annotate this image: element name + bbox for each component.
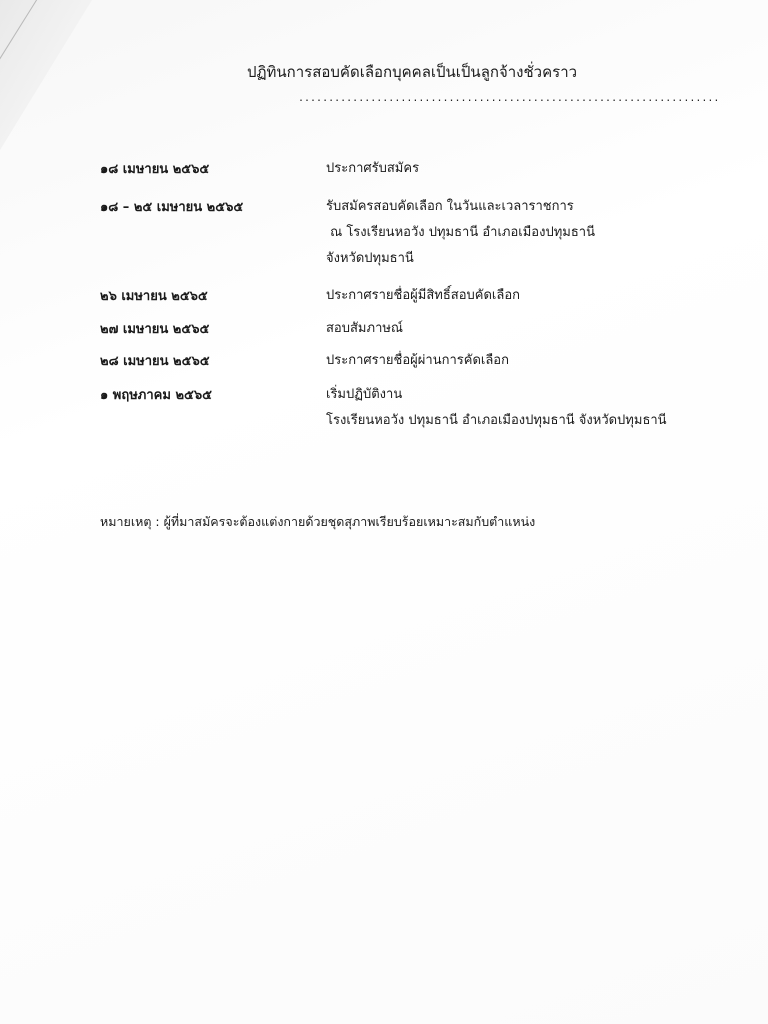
schedule-description: [326, 348, 509, 374]
schedule-date: ๒๗ เมษายน ๒๕๖๕: [100, 322, 210, 337]
title-dotted-rule: ......................................................................: [298, 93, 720, 104]
schedule-date: ๑๘ – ๒๕ เมษายน ๒๕๖๕: [100, 200, 244, 215]
schedule-date: ๑ พฤษภาคม ๒๕๖๕: [100, 388, 212, 403]
schedule-line: ณ โรงเรียนหอวัง ปทุมธานี อำเภอเมืองปทุมธานี: [326, 225, 595, 240]
schedule-line: สอบสัมภาษณ์: [326, 321, 403, 336]
schedule-description: [326, 316, 403, 342]
schedule-line: โรงเรียนหอวัง ปทุมธานี อำเภอเมืองปทุมธานี จังหวัดปทุมธานี: [326, 413, 667, 428]
schedule-description: [326, 194, 595, 272]
schedule-line: ประกาศรายชื่อผู้ผ่านการคัดเลือก: [326, 353, 509, 368]
schedule-date: ๑๘ เมษายน ๒๕๖๕: [100, 162, 210, 177]
schedule-description: [326, 382, 667, 434]
remark-note: หมายเหตุ : ผู้ที่มาสมัครจะต้องแต่งกายด้วยชุดสุภาพเรียบร้อยเหมาะสมกับตำแหน่ง: [100, 514, 536, 529]
schedule-description: [326, 283, 520, 309]
schedule-line: เริ่มปฏิบัติงาน: [326, 387, 403, 402]
schedule-line: ประกาศรับสมัคร: [326, 161, 420, 176]
schedule-line: ประกาศรายชื่อผู้มีสิทธิ์สอบคัดเลือก: [326, 288, 521, 303]
document-title: ปฏิทินการสอบคัดเลือกบุคคลเป็นเป็นลูกจ้างชั่วคราว: [246, 63, 578, 81]
schedule-line: รับสมัครสอบคัดเลือก ในวันและเวลาราชการ: [326, 199, 574, 214]
schedule-description: [326, 156, 419, 182]
schedule-date: ๒๘ เมษายน ๒๕๖๕: [100, 354, 210, 369]
schedule-line: จังหวัดปทุมธานี: [326, 251, 414, 266]
schedule-date: ๒๖ เมษายน ๒๕๖๕: [100, 289, 208, 304]
